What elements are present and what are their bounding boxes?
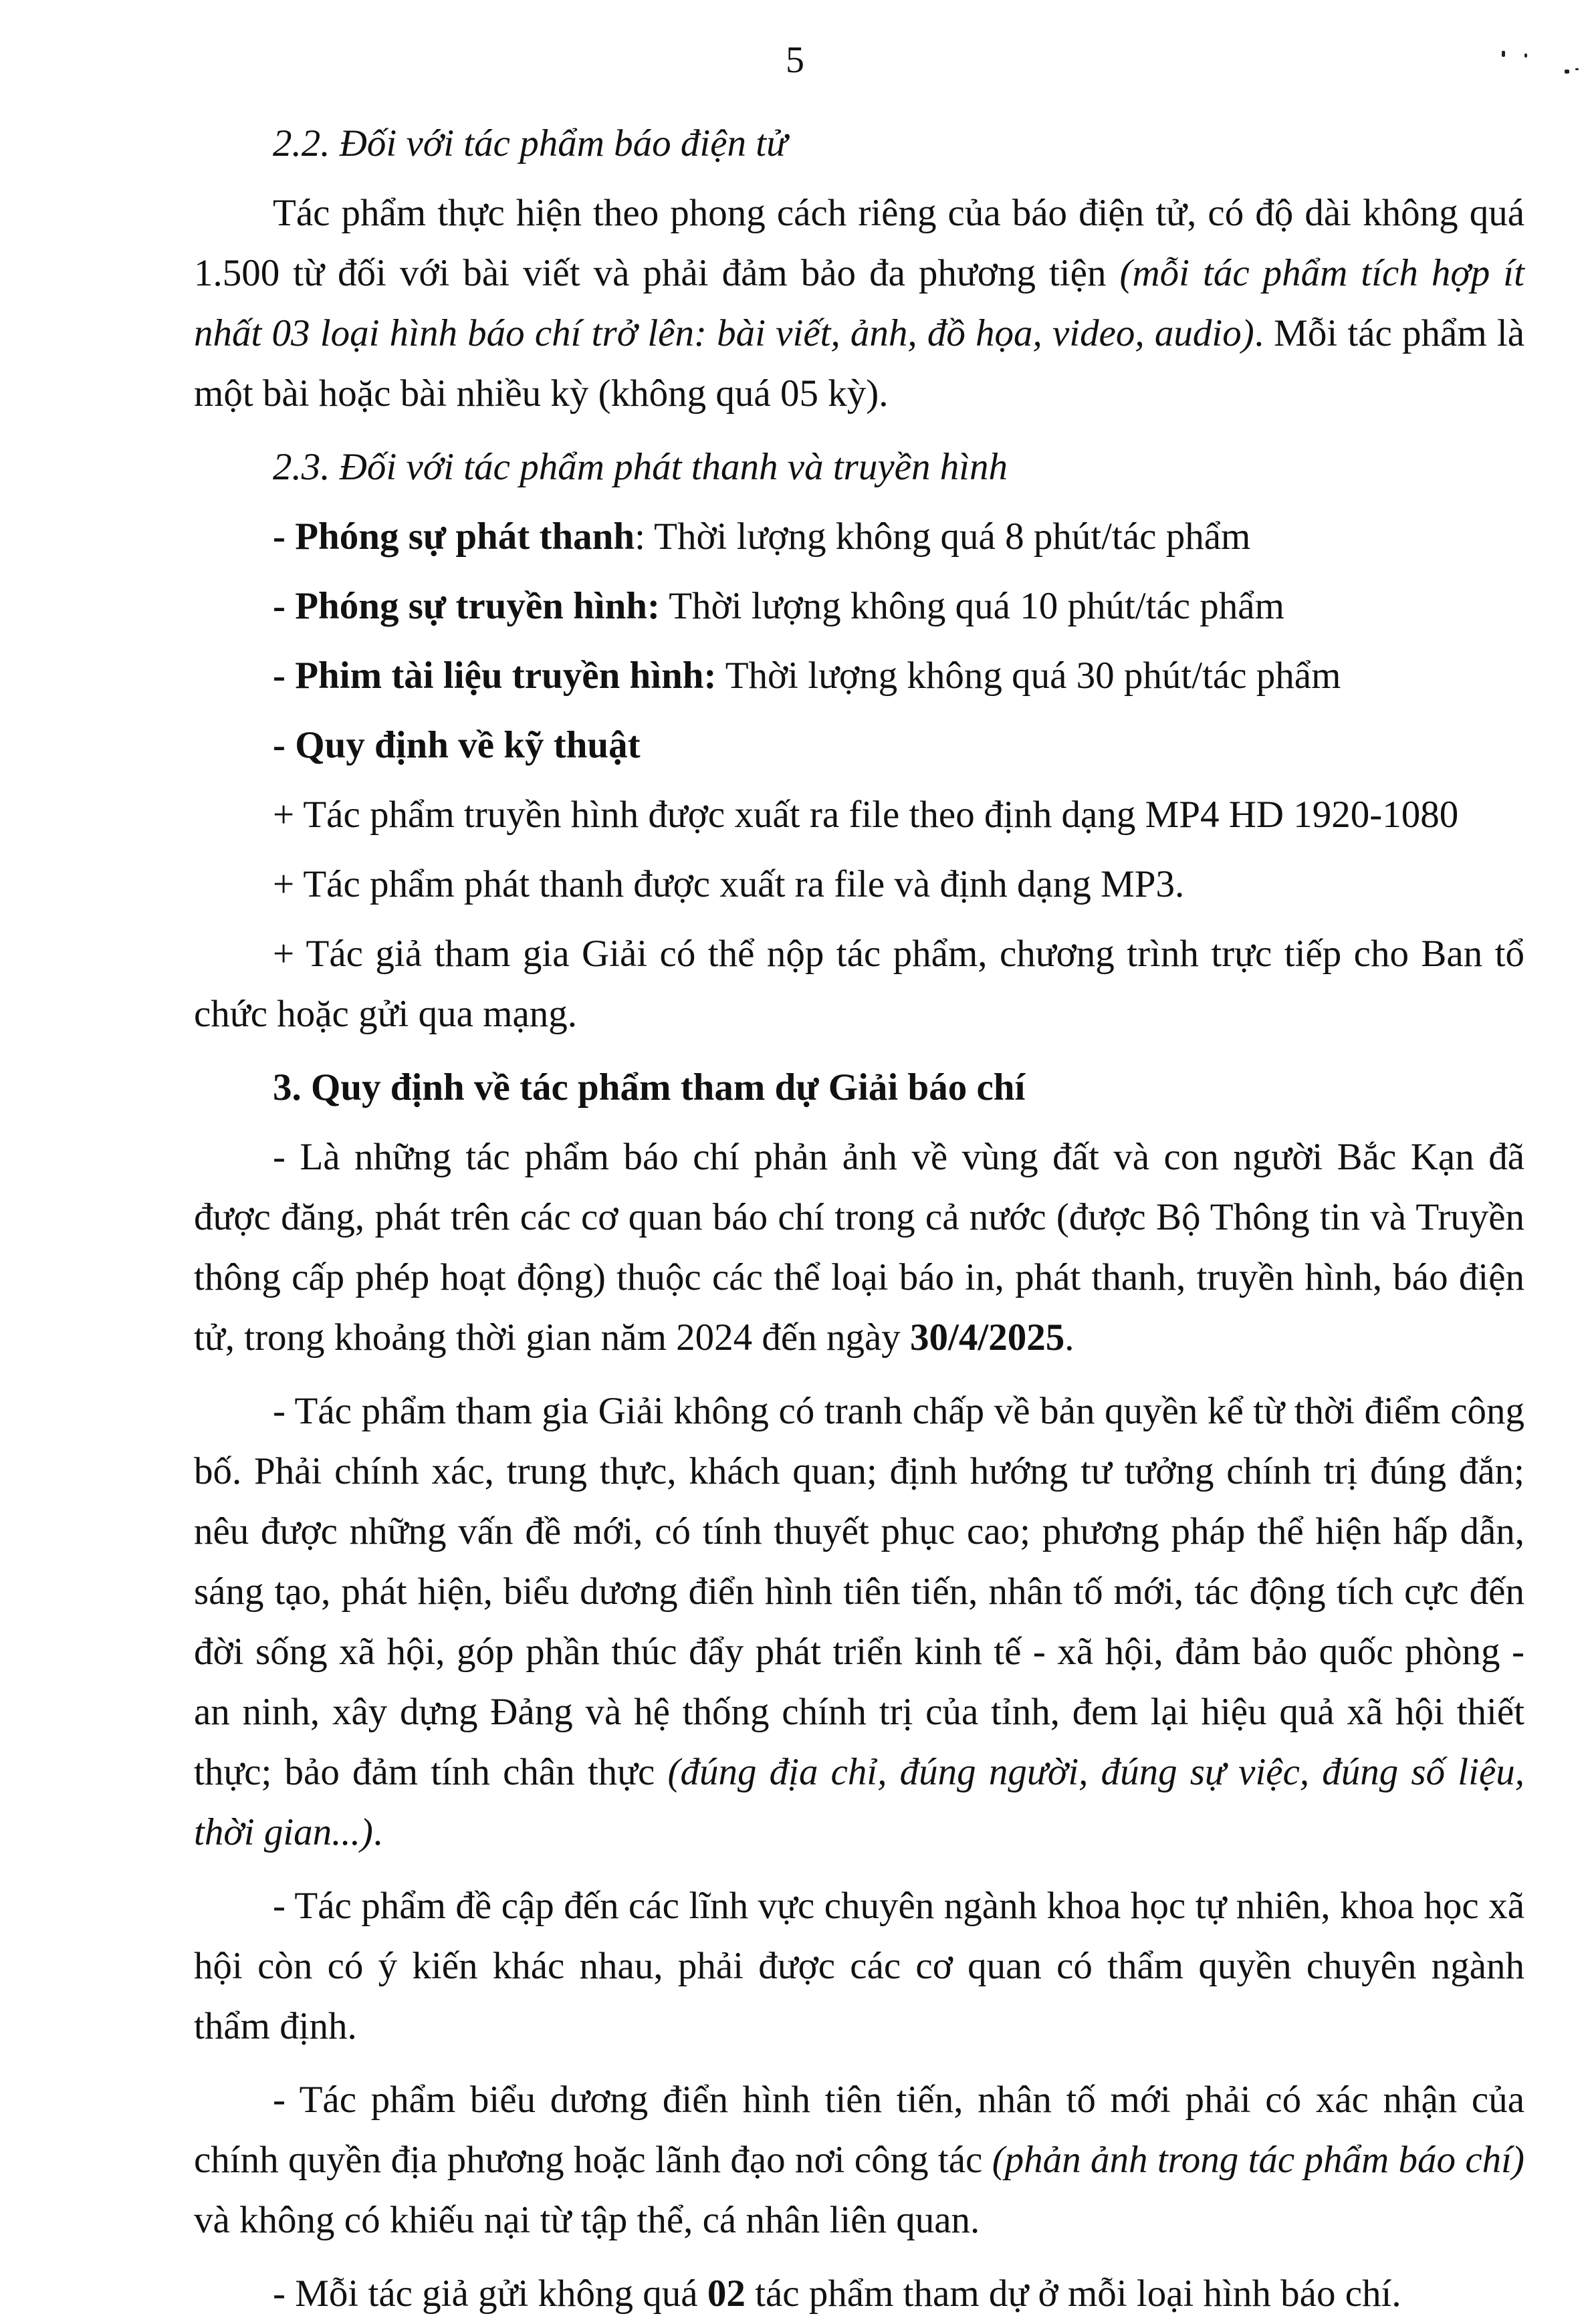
section-3-heading: 3. Quy định về tác phẩm tham dự Giải báo chí (273, 1066, 1026, 1109)
item-sep: : (635, 515, 655, 558)
section-2-2-paragraph (194, 183, 1524, 424)
italic-text: (đúng địa chỉ, đúng người, đúng sự việc, đúng số liệu, thời gian...) (194, 1751, 1524, 1853)
technical-heading: - Quy định về kỹ thuật (273, 724, 641, 766)
section-2-3-heading: 2.3. Đối với tác phẩm phát thanh và truyền hình (273, 446, 1008, 488)
italic-text: (phản ảnh trong tác phẩm báo chí) (992, 2139, 1524, 2181)
item-label: - Phóng sự phát thanh (273, 515, 635, 558)
text: . (372, 1811, 383, 1853)
item-text: Thời lượng không quá 30 phút/tác phẩm (725, 655, 1341, 697)
list-item (194, 507, 1524, 567)
item-text: Thời lượng không quá 10 phút/tác phẩm (669, 585, 1284, 627)
section-2-2-heading: 2.2. Đối với tác phẩm báo điện tử (273, 122, 788, 164)
text: . (1064, 1316, 1074, 1359)
text: tác phẩm tham dự ở mỗi loại hình báo chí. (745, 2273, 1401, 2315)
section-3-paragraph (194, 1127, 1524, 1368)
text: - Là những tác phẩm báo chí phản ảnh về vùng đất và con người Bắc Kạn đã được đăng, phát trên các cơ quan báo chí trong cả nước (được Bộ Thông tin và Truyền thông cấp phép hoạt động) thuộc các thể loại báo in, phát thanh, truyền hình, báo điện tử, trong khoảng thời gian năm 2024 đến ngày (194, 1136, 1524, 1359)
deadline-date: 30/4/2025 (910, 1316, 1065, 1359)
list-item (194, 646, 1524, 706)
text: . Mỗi tác phẩm là một bài hoặc bài nhiều kỳ (không quá 05 kỳ). (194, 312, 1524, 415)
text: - Tác phẩm đề cập đến các lĩnh vực chuyên ngành khoa học tự nhiên, khoa học xã hội còn có ý kiến khác nhau, phải được các cơ quan có thẩm quyền chuyên ngành thẩm định. (194, 1885, 1524, 2047)
italic-text: (mỗi tác phẩm tích hợp ít nhất 03 loại hình báo chí trở lên: bài viết, ảnh, đồ họa, video, audio) (194, 252, 1524, 354)
item-sep (660, 585, 669, 627)
item-label: - Phim tài liệu truyền hình: (273, 655, 717, 697)
text: - Mỗi tác giả gửi không quá (273, 2273, 707, 2315)
page-number: 5 (786, 39, 804, 81)
item-label: - Phóng sự truyền hình: (273, 585, 660, 627)
scan-speck (1575, 68, 1579, 70)
text: Tác phẩm thực hiện theo phong cách riêng của báo điện tử, có độ dài không quá 1.500 từ đối với bài viết và phải đảm bảo đa phương tiện (194, 192, 1524, 294)
section-3-paragraph (194, 1876, 1524, 2057)
text: và không có khiếu nại từ tập thể, cá nhân liên quan. (194, 2199, 980, 2241)
item-sep (716, 655, 725, 697)
scan-speck (1524, 53, 1527, 57)
technical-rule: + Tác phẩm phát thanh được xuất ra file và định dạng MP3. (273, 863, 1185, 905)
list-item (194, 576, 1524, 636)
section-3-paragraph (194, 2264, 1524, 2324)
max-count: 02 (707, 2273, 746, 2315)
document-body (194, 114, 1524, 2324)
section-3-paragraph (194, 2070, 1524, 2250)
section-3-paragraph (194, 1381, 1524, 1863)
scan-specks (1484, 47, 1578, 87)
technical-rule: + Tác giả tham gia Giải có thể nộp tác phẩm, chương trình trực tiếp cho Ban tổ chức hoặc gửi qua mạng. (194, 933, 1524, 1035)
text: - Tác phẩm tham gia Giải không có tranh chấp về bản quyền kể từ thời điểm công bố. Phải chính xác, trung thực, khách quan; định hướng tư tưởng chính trị đúng đắn; nêu được những vấn đề mới, có tính thuyết phục cao; phương pháp thể hiện hấp dẫn, sáng tạo, phát hiện, biểu dương điển hình tiên tiến, nhân tố mới, tác động tích cực đến đời sống xã hội, góp phần thúc đẩy phát triển kinh tế - xã hội, đảm bảo quốc phòng - an ninh, xây dựng Đảng và hệ thống chính trị của tỉnh, đem lại hiệu quả xã hội thiết thực; bảo đảm tính chân thực (194, 1390, 1524, 1793)
item-text: Thời lượng không quá 8 phút/tác phẩm (654, 515, 1251, 558)
scan-speck (1502, 51, 1505, 57)
scan-speck (1565, 70, 1569, 74)
technical-rule: + Tác phẩm truyền hình được xuất ra file theo định dạng MP4 HD 1920-1080 (273, 794, 1459, 836)
text: - Tác phẩm biểu dương điển hình tiên tiến, nhân tố mới phải có xác nhận của chính quyền địa phương hoặc lãnh đạo nơi công tác (194, 2079, 1524, 2181)
